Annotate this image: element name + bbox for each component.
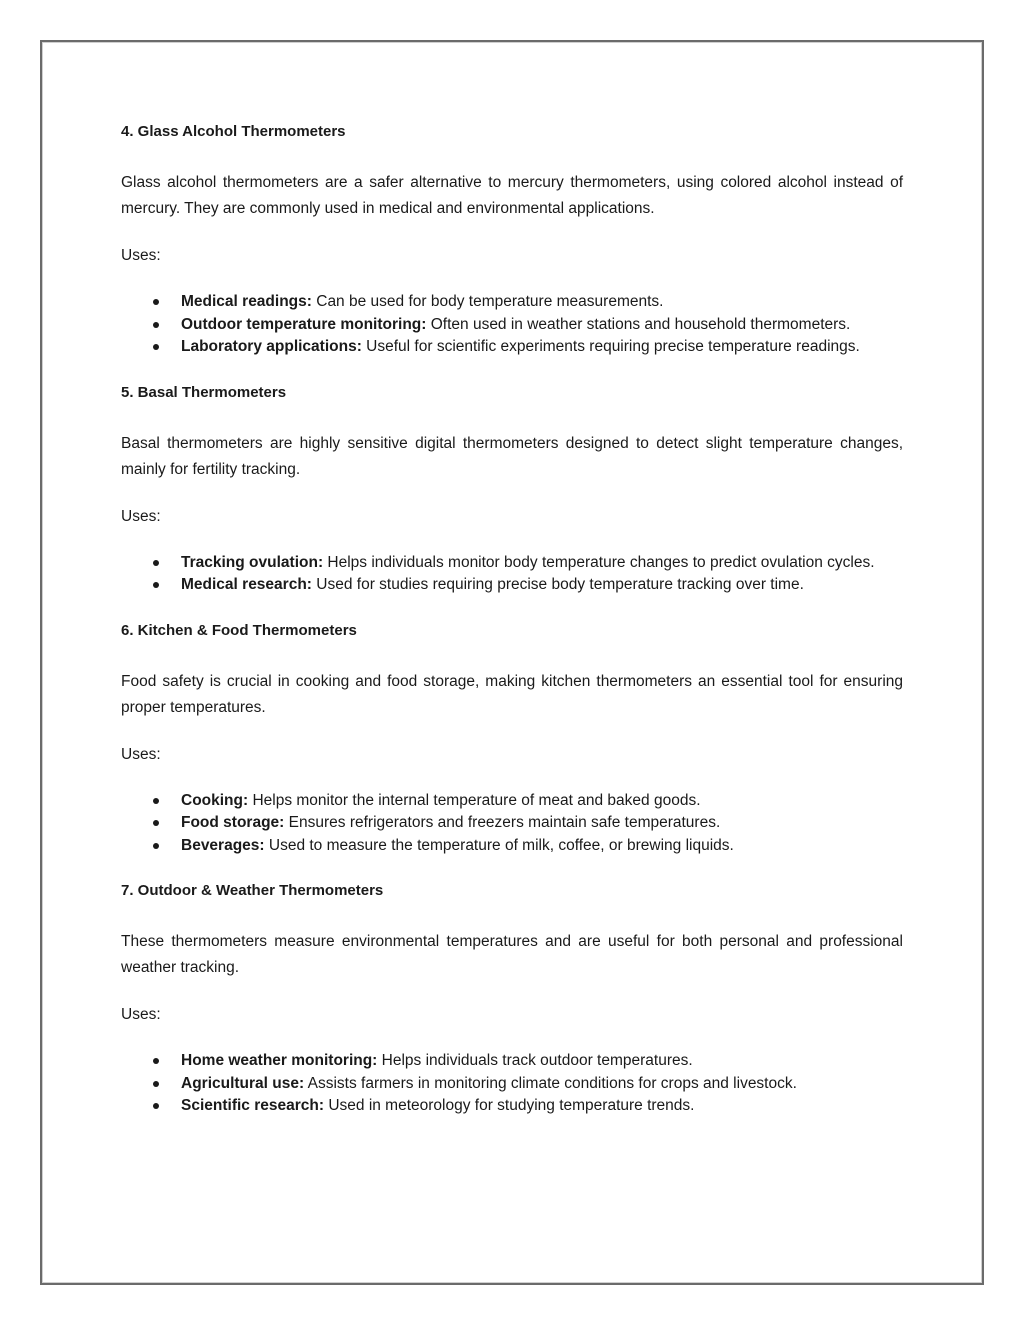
section-paragraph: Basal thermometers are highly sensitive digital thermometers designed to detect slight temperature changes, mainly for fertility tracking.: [121, 434, 903, 478]
list-item: [121, 1095, 903, 1118]
bullet-icon: [153, 344, 159, 350]
bullet-icon: [153, 560, 159, 566]
bullet-text: Useful for scientific experiments requiring precise temperature readings.: [361, 338, 860, 355]
section-heading: 7. Outdoor & Weather Thermometers: [121, 882, 384, 899]
list-item: [121, 1050, 903, 1073]
uses-list: [121, 291, 903, 359]
bullet-term: Beverages:: [181, 836, 265, 854]
bullet-term: Agricultural use:: [181, 1074, 305, 1092]
section-paragraph: Food safety is crucial in cooking and food storage, making kitchen thermometers an essential tool for ensuring proper temperatures.: [121, 672, 903, 716]
section-kitchen-food: [121, 620, 903, 858]
bullet-text: Ensures refrigerators and freezers maintain safe temperatures.: [284, 814, 721, 831]
list-item: [121, 790, 903, 813]
document-content: [121, 121, 903, 1118]
section-heading: 6. Kitchen & Food Thermometers: [121, 621, 357, 639]
bullet-term: Food storage:: [181, 814, 285, 831]
bullet-term: Home weather monitoring:: [181, 1052, 378, 1069]
bullet-icon: [153, 299, 159, 305]
bullet-text: Helps individuals monitor body temperature changes to predict ovulation cycles.: [323, 553, 875, 571]
list-item: [121, 1073, 903, 1096]
bullet-icon: [153, 322, 159, 328]
uses-label: Uses:: [121, 745, 161, 763]
list-item: [121, 812, 903, 835]
uses-list: [121, 790, 903, 858]
list-item: [121, 291, 903, 314]
bullet-text: Assists farmers in monitoring climate conditions for crops and livestock.: [304, 1074, 797, 1092]
list-item: [121, 336, 903, 359]
bullet-text: Helps monitor the internal temperature of meat and baked goods.: [248, 791, 701, 809]
list-item: [121, 314, 903, 337]
uses-list: [121, 1050, 903, 1118]
section-outdoor-weather: [121, 880, 903, 1118]
bullet-text: Used in meteorology for studying temperature trends.: [324, 1097, 695, 1114]
uses-label: Uses:: [121, 1006, 161, 1023]
bullet-term: Medical research:: [181, 576, 312, 593]
bullet-icon: [153, 820, 159, 826]
list-item: [121, 574, 903, 597]
bullet-icon: [153, 1103, 159, 1109]
uses-label: Uses:: [121, 247, 161, 264]
bullet-text: Can be used for body temperature measurements.: [311, 293, 664, 310]
bullet-icon: [153, 798, 159, 804]
section-paragraph: Glass alcohol thermometers are a safer alternative to mercury thermometers, using colored alcohol instead of mercury. They are commonly used in medical and environmental applications.: [121, 174, 903, 217]
bullet-icon: [153, 1081, 159, 1087]
section-glass-alcohol: [121, 121, 903, 359]
bullet-term: Medical readings:: [181, 293, 312, 310]
uses-label: Uses:: [121, 507, 161, 525]
bullet-icon: [153, 582, 159, 588]
bullet-term: Tracking ovulation:: [181, 553, 324, 571]
bullet-term: Laboratory applications:: [181, 338, 362, 355]
section-basal: [121, 382, 903, 597]
bullet-text: Used for studies requiring precise body temperature tracking over time.: [311, 576, 804, 593]
list-item: [121, 835, 903, 858]
bullet-term: Cooking:: [181, 791, 249, 809]
bullet-text: Helps individuals track outdoor temperatures.: [377, 1052, 693, 1069]
section-heading: 5. Basal Thermometers: [121, 383, 287, 401]
bullet-text: Used to measure the temperature of milk, coffee, or brewing liquids.: [264, 836, 734, 854]
list-item: [121, 552, 903, 575]
section-paragraph: These thermometers measure environmental temperatures and are useful for both personal and professional weather tracking.: [121, 933, 903, 976]
bullet-icon: [153, 843, 159, 849]
bullet-term: Outdoor temperature monitoring:: [181, 315, 427, 333]
bullet-term: Scientific research:: [181, 1097, 325, 1114]
bullet-text: Often used in weather stations and household thermometers.: [426, 315, 851, 333]
uses-list: [121, 552, 903, 597]
bullet-icon: [153, 1058, 159, 1064]
section-heading: 4. Glass Alcohol Thermometers: [121, 123, 346, 140]
